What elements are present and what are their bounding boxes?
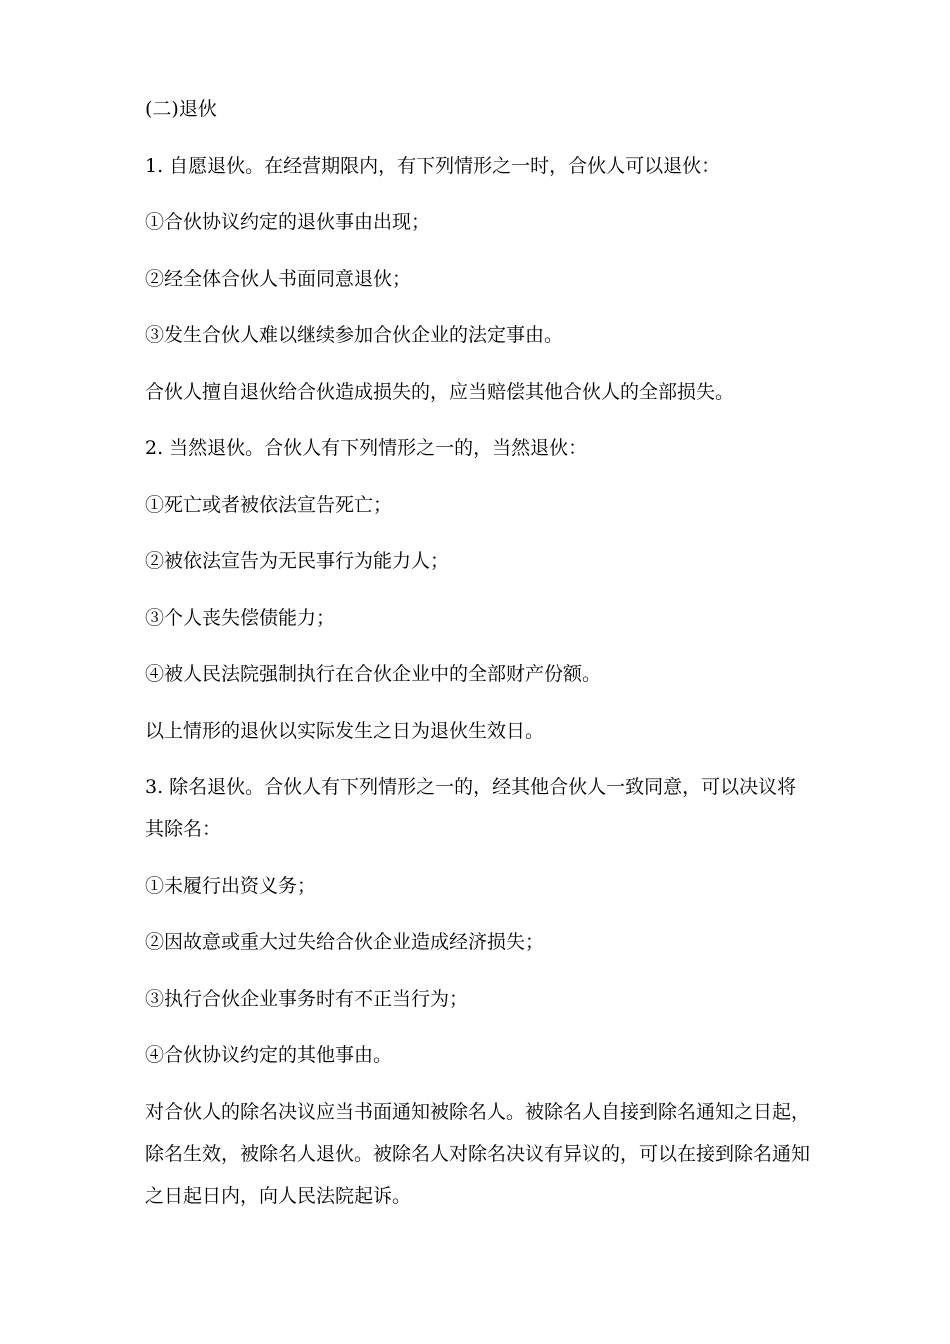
- list-item: ③执行合伙企业事务时有不正当行为；: [145, 987, 469, 1010]
- list-item: ③发生合伙人难以继续参加合伙企业的法定事由。: [145, 324, 564, 346]
- paragraph-expulsion: 3. 除名退伙。合伙人有下列情形之一的，经其他合伙人一致同意，可以决议将其除名：: [145, 776, 797, 840]
- section-heading: (二)退伙: [145, 98, 217, 120]
- paragraph-compensation: 合伙人擅自退伙给合伙造成损失的，应当赔偿其他合伙人的全部损失。: [145, 380, 735, 403]
- paragraph-expulsion-notice: 对合伙人的除名决议应当书面通知被除名人。被除名人自接到除名通知之日起，除名生效，被除名人退伙。被除名人对除名决议有异议的，可以在接到除名通知之日起日内，向人民法院起诉。: [145, 1100, 811, 1207]
- paragraph-effective-date: 以上情形的退伙以实际发生之日为退伙生效日。: [145, 719, 545, 742]
- list-item: ②被依法宣告为无民事行为能力人；: [145, 550, 450, 572]
- list-item: ①合伙协议约定的退伙事由出现；: [145, 211, 431, 233]
- list-item: ③个人丧失偿债能力；: [145, 606, 336, 629]
- list-item: ①未履行出资义务；: [145, 874, 317, 897]
- list-item: ④合伙协议约定的其他事由。: [145, 1044, 393, 1066]
- paragraph-automatic-withdrawal: 2. 当然退伙。合伙人有下列情形之一的，当然退伙：: [145, 437, 588, 459]
- document-body: [145, 88, 810, 1231]
- list-item: ④被人民法院强制执行在合伙企业中的全部财产份额。: [145, 663, 602, 685]
- list-item: ②经全体合伙人书面同意退伙；: [145, 267, 412, 290]
- paragraph-voluntary-withdrawal: 1. 自愿退伙。在经营期限内，有下列情形之一时，合伙人可以退伙：: [145, 154, 721, 177]
- list-item: ②因故意或重大过失给合伙企业造成经济损失；: [145, 931, 545, 953]
- list-item: ①死亡或者被依法宣告死亡；: [145, 493, 393, 516]
